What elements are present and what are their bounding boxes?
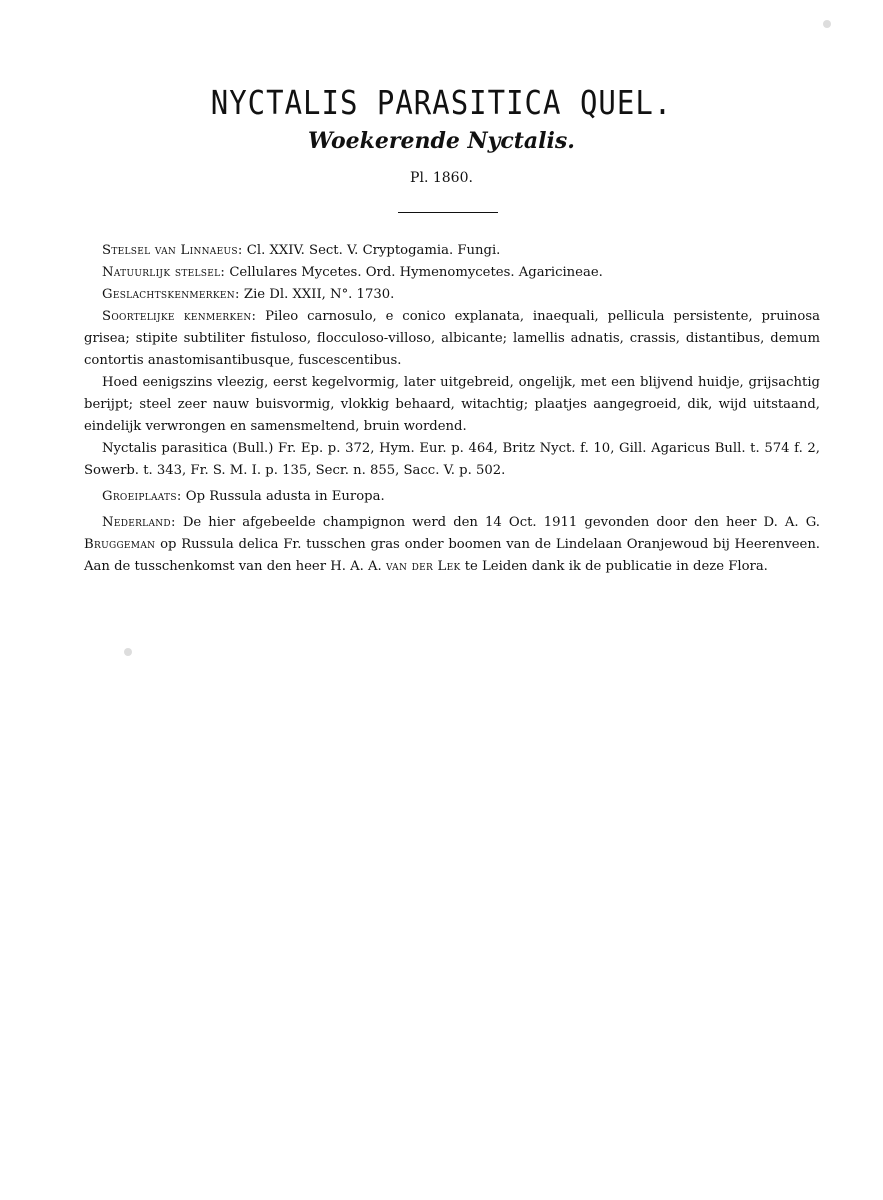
section-text: op Russula delica Fr. tusschen gras onder boomen van de Lindelaan Oranjewoud bij Heerenveen. Aan de tusschenkomst van den heer H. A. A. xyxy=(84,537,821,574)
section-text: Cellulares Mycetes. Ord. Hymenomycetes. Agaricineae. xyxy=(229,265,603,280)
section-text: Cl. XXIV. Sect. V. Cryptogamia. Fungi. xyxy=(246,243,501,258)
stelsel-linnaeus-paragraph xyxy=(84,240,820,262)
person-name: Bruggeman xyxy=(84,537,156,552)
section-text: Op Russula adusta in Europa. xyxy=(185,489,385,504)
plate-number: Pl. 1860. xyxy=(410,170,473,186)
scan-speck xyxy=(124,648,132,656)
section-label: Groeiplaats: xyxy=(102,489,182,504)
geslachtskenmerken-paragraph xyxy=(84,284,820,306)
person-name: van der Lek xyxy=(385,559,461,574)
soortelijke-kenmerken-paragraph xyxy=(84,306,820,372)
section-text: te Leiden dank ik de publicatie in deze Flora. xyxy=(464,559,768,574)
section-text: De hier afgebeelde champignon werd den 14 Oct. 1911 gevonden door den heer D. A. G. xyxy=(182,515,820,530)
groeiplaats-paragraph xyxy=(84,486,820,508)
natuurlijk-stelsel-paragraph xyxy=(84,262,820,284)
section-label: Stelsel van Linnaeus: xyxy=(102,243,243,258)
page-subtitle: Woekerende Nyctalis. xyxy=(308,128,575,154)
hoed-beschrijving-paragraph: Hoed eenigszins vleezig, eerst kegelvormig, later uitgebreid, ongelijk, met een blijvend huidje, grijsachtig berijpt; steel zeer nauw buisvormig, vlokkig behaard, witachtig; plaatjes aangegroeid, dik, wijd uitstaand, eindelijk verwrongen en samensmeltend, bruin wordend. xyxy=(84,375,820,434)
page-title: NYCTALIS PARASITICA QUEL. xyxy=(210,83,673,123)
synoniemen-paragraph: Nyctalis parasitica (Bull.) Fr. Ep. p. 372, Hym. Eur. p. 464, Britz Nyct. f. 10, Gill. Agaricus Bull. t. 574 f. 2, Sowerb. t. 343, Fr. S. M. I. p. 135, Secr. n. 855, Sacc. V. p. 502. xyxy=(84,441,820,478)
section-label: Soortelijke kenmerken: xyxy=(102,309,257,324)
nederland-paragraph xyxy=(84,512,820,578)
section-label: Nederland: xyxy=(102,515,176,530)
title-divider xyxy=(398,212,498,213)
section-label: Geslachtskenmerken: xyxy=(102,287,240,302)
scan-speck xyxy=(823,20,831,28)
article-body xyxy=(84,240,820,582)
section-label: Natuurlijk stelsel: xyxy=(102,265,226,280)
section-text: Zie Dl. XXII, N°. 1730. xyxy=(243,287,395,302)
section-text: Pileo carnosulo, e conico explanata, inaequali, pellicula persistente, pruinosa grisea; stipite subtiliter fistuloso, flocculoso-villoso, albicante; lamellis adnatis, crassis, distantibus, demum contortis anastomisantibusque, fuscescentibus. xyxy=(84,309,820,368)
